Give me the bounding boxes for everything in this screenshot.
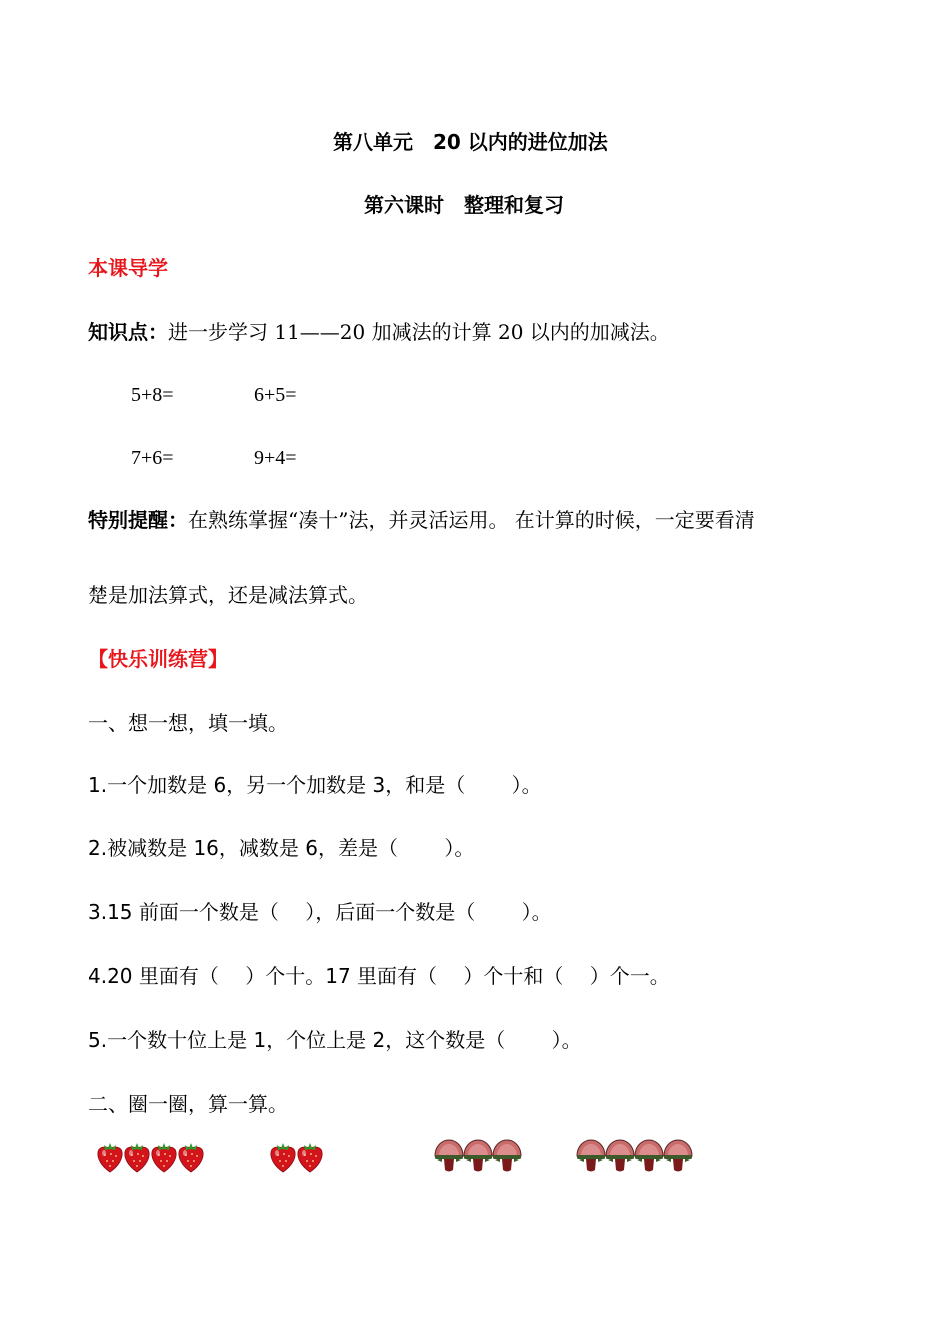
equation-3: 7+6= bbox=[131, 447, 174, 469]
equation-1: 5+8= bbox=[131, 384, 174, 406]
knowledge-text: 进一步学习 11——20 加减法的计算 20 以内的加减法。 bbox=[168, 320, 670, 344]
strawberry-icon bbox=[268, 1140, 298, 1174]
strawberry-group-2 bbox=[268, 1140, 322, 1174]
strawberry-icon bbox=[122, 1140, 152, 1174]
unit-title: 第八单元 20 以内的进位加法 bbox=[333, 130, 608, 154]
mushroom-group-1 bbox=[433, 1138, 520, 1174]
mushroom-icon bbox=[575, 1138, 607, 1174]
mushroom-group-2 bbox=[575, 1138, 691, 1174]
strawberry-icon bbox=[149, 1140, 179, 1174]
reminder bbox=[88, 510, 755, 530]
reminder-line-2: 楚是加法算式，还是减法算式。 bbox=[88, 583, 368, 607]
section-2-title: 二、圈一圈，算一算。 bbox=[88, 1092, 288, 1116]
mushroom-icon bbox=[604, 1138, 636, 1174]
question-5: 5.一个数十位上是 1，个位上是 2，这个数是（ ）。 bbox=[88, 1028, 582, 1052]
question-2: 2.被减数是 16，减数是 6，差是（ ）。 bbox=[88, 836, 475, 860]
mushroom-icon bbox=[491, 1138, 523, 1174]
guide-heading: 本课导学 bbox=[88, 256, 168, 280]
practice-heading: 【快乐训练营】 bbox=[88, 647, 228, 671]
question-4: 4.20 里面有（ ）个十。17 里面有（ ）个十和（ ）个一。 bbox=[88, 964, 670, 988]
strawberry-icon bbox=[176, 1140, 206, 1174]
strawberry-group-1 bbox=[95, 1140, 203, 1174]
section-1-title: 一、想一想，填一填。 bbox=[88, 711, 288, 735]
question-3: 3.15 前面一个数是（ ），后面一个数是（ ）。 bbox=[88, 900, 552, 924]
question-1: 1.一个加数是 6，另一个加数是 3，和是（ ）。 bbox=[88, 773, 542, 797]
mushroom-icon bbox=[462, 1138, 494, 1174]
mushroom-icon bbox=[662, 1138, 694, 1174]
mushroom-icon bbox=[633, 1138, 665, 1174]
mushroom-icon bbox=[433, 1138, 465, 1174]
strawberry-icon bbox=[95, 1140, 125, 1174]
reminder-line-1: 在熟练掌握“凑十”法，并灵活运用。 在计算的时候，一定要看清 bbox=[188, 508, 755, 532]
knowledge-point bbox=[88, 322, 670, 342]
knowledge-label: 知识点： bbox=[88, 320, 168, 344]
strawberry-icon bbox=[295, 1140, 325, 1174]
lesson-title: 第六课时 整理和复习 bbox=[364, 193, 564, 217]
equation-4: 9+4= bbox=[254, 447, 297, 469]
reminder-label: 特别提醒： bbox=[88, 508, 188, 532]
equation-2: 6+5= bbox=[254, 384, 297, 406]
